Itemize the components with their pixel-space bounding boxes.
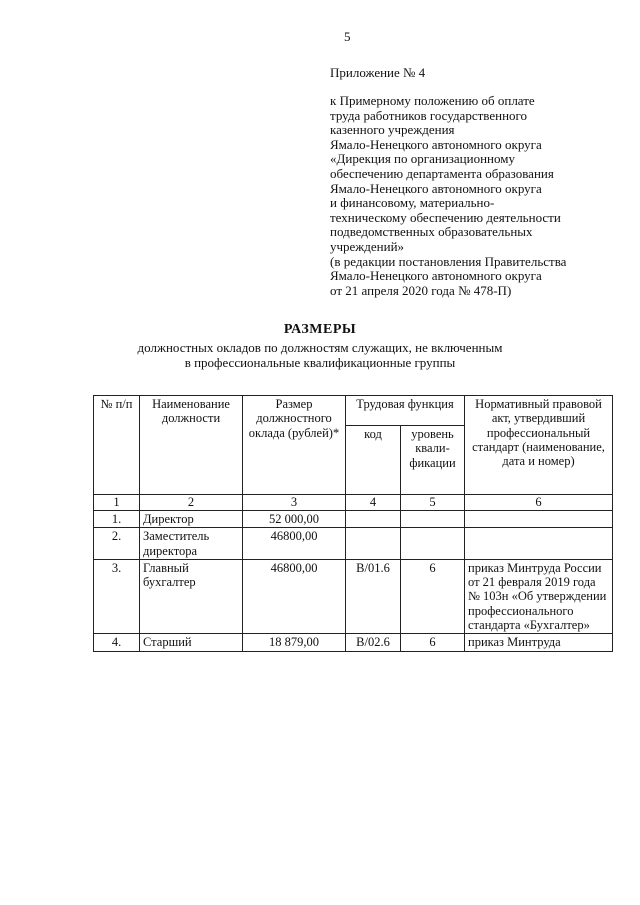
header-num: № п/п <box>94 396 140 495</box>
appendix-line: Ямало-Ненецкого автономного округа <box>330 136 542 152</box>
row-num: 1. <box>94 511 140 528</box>
row-num: 4. <box>94 634 140 651</box>
appendix-line: Ямало-Ненецкого автономного округа <box>330 268 542 284</box>
column-number: 4 <box>346 495 401 511</box>
row-num: 3. <box>94 559 140 633</box>
row-level <box>401 528 465 560</box>
row-legal-act: приказ Минтруда <box>465 634 613 651</box>
appendix-line: учреждений» <box>330 238 405 254</box>
header-position-name: Наименование должности <box>140 396 243 495</box>
column-number: 2 <box>140 495 243 511</box>
row-salary: 18 879,00 <box>243 634 346 651</box>
document-heading: РАЗМЕРЫ <box>283 322 357 337</box>
row-code <box>346 528 401 560</box>
appendix-line: «Дирекция по организационному <box>330 151 515 167</box>
appendix-line: труда работников государственного <box>330 107 528 123</box>
row-level <box>401 511 465 528</box>
header-legal-act: Нормативный правовой акт, утвердивший профессиональный стандарт (наименование, дата и номер) <box>465 396 613 495</box>
row-code: B/01.6 <box>346 559 401 633</box>
row-code <box>346 511 401 528</box>
row-position-name: Главный бухгалтер <box>140 559 243 633</box>
salary-table <box>93 395 613 652</box>
row-salary: 46800,00 <box>243 559 346 633</box>
row-salary: 46800,00 <box>243 528 346 560</box>
table-row <box>94 559 613 633</box>
table-row <box>94 634 613 651</box>
document-subheading <box>0 340 640 370</box>
appendix-line: обеспечению департамента образования <box>330 165 554 181</box>
table-row <box>94 511 613 528</box>
row-level: 6 <box>401 634 465 651</box>
subheading-line: должностных окладов по должностям служащих, не включенным <box>137 340 503 355</box>
row-legal-act: приказ Минтруда России от 21 февраля 2019 года № 103н «Об утверждении профессионального стандарта «Бухгалтер» <box>465 559 613 633</box>
header-code: код <box>346 426 401 495</box>
row-legal-act <box>465 511 613 528</box>
appendix-line: Ямало-Ненецкого автономного округа <box>330 180 542 196</box>
header-salary: Размер должностного оклада (рублей)* <box>243 396 346 495</box>
appendix-title: Приложение № 4 <box>330 65 426 80</box>
column-number: 5 <box>401 495 465 511</box>
column-number: 3 <box>243 495 346 511</box>
appendix-line: от 21 апреля 2020 года № 478-П) <box>330 282 512 298</box>
row-position-name: Старший <box>140 634 243 651</box>
row-level: 6 <box>401 559 465 633</box>
subheading-line: в профессиональные квалификационные группы <box>184 355 456 370</box>
header-labor-function: Трудовая функция <box>346 396 465 426</box>
row-num: 2. <box>94 528 140 560</box>
column-number-row <box>94 495 613 511</box>
row-salary: 52 000,00 <box>243 511 346 528</box>
table-row <box>94 528 613 560</box>
page-number: 5 <box>344 29 351 44</box>
column-number: 6 <box>465 495 613 511</box>
appendix-line: к Примерному положению об оплате <box>330 93 535 108</box>
row-position-name: Заместитель директора <box>140 528 243 560</box>
appendix-line: казенного учреждения <box>330 122 455 138</box>
column-number: 1 <box>94 495 140 511</box>
row-position-name: Директор <box>140 511 243 528</box>
row-legal-act <box>465 528 613 560</box>
appendix-line: (в редакции постановления Правительства <box>330 253 567 269</box>
header-qualification-level: уровень квали-фикации <box>401 426 465 495</box>
appendix-line: подведомственных образовательных <box>330 224 533 240</box>
appendix-line: и финансовому, материально- <box>330 195 495 211</box>
table-header-row <box>94 396 613 426</box>
appendix-line: техническому обеспечению деятельности <box>330 209 561 225</box>
row-code: B/02.6 <box>346 634 401 651</box>
appendix-reference <box>330 94 620 298</box>
